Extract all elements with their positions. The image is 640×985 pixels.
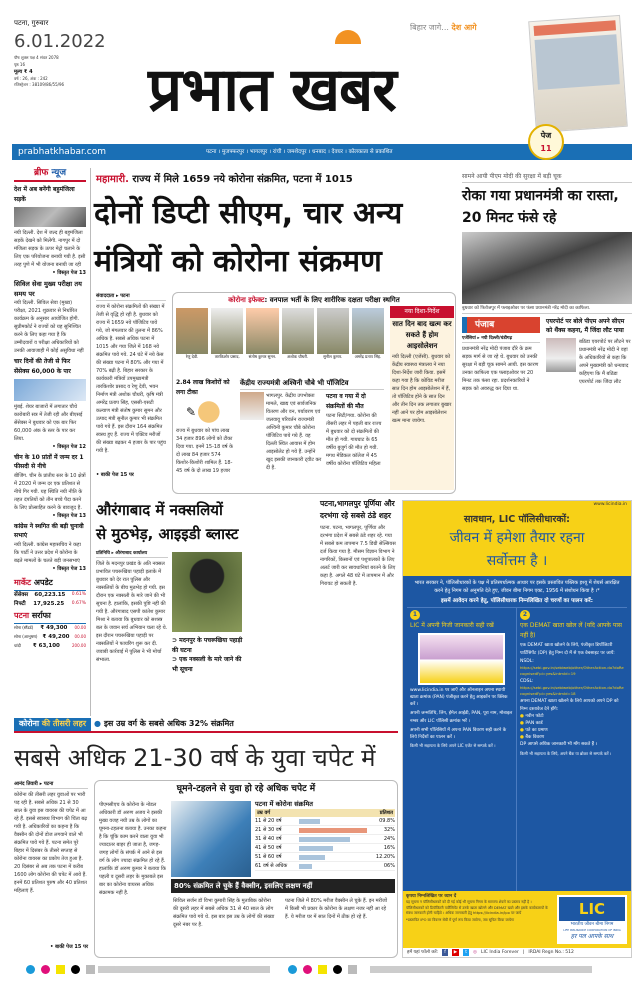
- editions-list: पटना । मुजफ्फरपुर । भागलपुर । रांची । जमशेदपुर । धनबाद । देवघर । कोलकाता से प्रकाशित: [206, 148, 393, 155]
- minister-portrait: [352, 308, 384, 360]
- sarafa-change: 200.00: [72, 642, 86, 648]
- bullet-icon: ●: [520, 728, 526, 734]
- pm-headline[interactable]: रोका गया प्रधानमंत्री का रास्ता, 20 मिनट फंसे रहे: [462, 187, 619, 226]
- bullet-icon: ●: [520, 720, 526, 726]
- step-point: अपनी सभी पॉलिसियों में अपना PAN विवरण सही करने के लिये निर्देशों का पालन करें ।: [410, 727, 507, 740]
- lic-url[interactable]: www.licindia.in: [593, 502, 627, 507]
- guidelines-box: [390, 306, 454, 490]
- deaths-body: पटना सिटी/गया. कोरोना की तीसरी लहर में पहली बार राज्य में बुधवार को दो संक्रमितों की मौत हो गयी. गायघाट के 65 वर्षीय बुजुर्ग की मौत हो गयी. मगध मेडिकल कॉलेज में 45 वर्षीय कोरोना पॉजिटिव महिला: [326, 413, 382, 468]
- black-dot: [71, 965, 80, 974]
- table-rows: [255, 817, 395, 871]
- percent-label: 06%: [383, 863, 395, 870]
- naxal-bullets: [172, 636, 244, 674]
- sarafa-change: 00.00: [74, 634, 86, 640]
- percent-bar: [299, 819, 320, 824]
- portrait-photo: [317, 308, 349, 354]
- table-row: [255, 817, 395, 826]
- notice-title: कृपया निम्नलिखित पर ध्यान दें: [406, 893, 457, 899]
- brief-item[interactable]: [14, 185, 86, 276]
- third-wave-label: [14, 718, 91, 731]
- lic-intro: भारत सरकार ने, पॉलिसीधारकों के पक्ष में प्रतिस्पर्धात्मक आधार पर इसके प्रस्तावित पब्लिक इश्यू में शेयर्स आरक्षित करने हेतु निगम को अनुमति देते हुए, जीवन बीमा निगम एक्ट, 1956 में संशोधन किया है ।*: [414, 580, 620, 595]
- portrait-photo: [352, 308, 384, 354]
- gray-square: [86, 965, 95, 974]
- market-row: [14, 591, 86, 600]
- sarafa-name: सोना (स्टैंडर्ड): [14, 625, 34, 631]
- age-label: 61 वर्ष से अधिक: [255, 863, 288, 870]
- deaths-title: पटना व गया में दो संक्रमितों की मौत: [326, 393, 366, 410]
- city-day: पटना, गुरुवार: [14, 19, 49, 27]
- age-table: [255, 799, 395, 871]
- deaths-story: [326, 392, 384, 472]
- lic-logo-tagline: हर पल आपके साथ: [570, 933, 614, 941]
- docs-list: [520, 713, 624, 742]
- registration-strip: [98, 966, 270, 973]
- lic-logo-hindi: भारतीय जीवन बीमा निगम: [570, 921, 614, 927]
- minister-portrait: [176, 308, 208, 360]
- modi-photo: [546, 338, 576, 372]
- age-label: 21 से 30 वर्ष: [255, 827, 282, 834]
- portrait-photo: [176, 308, 208, 354]
- kicker-text: राज्य में मिले 1659 नये कोरोना संक्रमित, पटना में 1015: [132, 174, 353, 185]
- lead-story: [96, 292, 166, 479]
- percent-label: 32%: [383, 827, 395, 834]
- date: 6.01.2022: [14, 31, 106, 53]
- page-badge[interactable]: [528, 124, 564, 160]
- portrait-photo: [246, 308, 278, 354]
- magenta-dot: [303, 965, 312, 974]
- market-row: [14, 600, 86, 609]
- table-row: [255, 862, 395, 871]
- doc-item: [520, 713, 624, 720]
- choubey-body: भागलपुर. केंद्रीय उपभोक्ता मामले, खाद्य एवं सार्वजनिक वितरण और वन, पर्यावरण एवं जलवायु परिवर्तन राज्यमंत्री अश्विनी कुमार चौबे कोरोना पॉजिटिव पाये गये हैं. वह दिल्ली स्थित आवास में होम आइसोलेट हो गये हैं. उन्होंने खुद इसकी जानकारी ट्वीट कर दी है.: [266, 393, 322, 472]
- irdai-number: IRDAI Regn No.: 512: [528, 949, 574, 955]
- minister-portraits: [173, 308, 387, 360]
- table-row: [255, 835, 395, 844]
- effect-label: कोरोना इफेक्ट: [228, 296, 265, 304]
- doc-item: [520, 734, 624, 741]
- registration-marks-right: [288, 965, 363, 974]
- facebook-icon[interactable]: f: [444, 949, 446, 955]
- market-value: 17,925.25: [33, 600, 65, 607]
- dateline: [14, 18, 106, 89]
- sarafa-value: ₹ 49,200: [42, 633, 70, 640]
- naxal-body: जिले के मदनपुर प्रखंड के अति नक्सल प्रभावित पचरूखिया पहाड़ी इलाके में बुधवार को देर रात पुलिस और नक्सलियों के बीच मुठभेड़ हो गयी. इस दौरान एक नक्सली के मारे जाने की भी सूचना है. हालांकि, इसकी पुष्टि नहीं की गयी है. औरंगाबाद एसपी कांतेश कुमार मिश्रा ने बताया कि बुधवार को सशस्त्र बल के जवान सर्च अभियान चला रहे थे. इस दौरान पचरूखिया पहाड़ी पर नक्सलियों ने फायरिंग शुरू कर दी. जवाबी कार्रवाई में पुलिस ने भी मोर्चा संभाला.: [96, 561, 168, 664]
- story-body: राज्य में कोरोना संक्रमितों की संख्या में तेजी से वृद्धि हो रही है. बुधवार को राज्य में 1659 नये पॉजिटिव पाये गये, जो मंगलवार की तुलना में 86% अधिक है. सबसे अधिक पटना में 1015 और गया जिले में 168 नये संक्रमित पाये गये. 24 घंटे में नये केस की संख्या पटना में 80% और गया में 70% बढ़ी है. बिहार सरकार के कार्यकारी मंत्रियों उपमुख्यमंत्री तारकिशोर प्रसाद व रेणु देवी, भवन निर्माण मंत्री अशोक चौधरी, कृषि मंत्री अमरेंद्र प्रताप सिंह, एससी-एसटी कल्याण मंत्री संतोष कुमार सुमन और उत्पाद मंत्री सुनील कुमार भी संक्रमित पाये गये हैं. इस दौरान 164 संक्रमित स्वस्थ हुए हैं. राज्य में एक्टिव मरीजों की संख्या बढ़कर 4 हजार के पार पहुंच गयी है.: [96, 304, 166, 454]
- gray-square: [348, 965, 357, 974]
- naxal-byline: प्रतिनिधि ▸ औरंगाबाद कार्यालय: [96, 550, 168, 558]
- doc-text: नवीन फोटो: [525, 713, 544, 719]
- tagline-accent: देश आगे: [451, 23, 477, 32]
- age-label: 51 से 60 वर्ष: [255, 854, 282, 861]
- brief-item-more[interactable]: • विस्तृत पेज 12: [52, 443, 86, 450]
- story-body: कोरोना की तीसरी लहर युवाओं पर भारी पड़ रही है. सबसे अधिक 21 से 30 साल के युवा इस वायरस की चपेट में आ रहे हैं. इससे स्वास्थ्य विभाग की चिंता बढ़ गयी है. अधिकारियों का कहना है कि वैक्सीन की दोनों डोज लगवाने वाले भी संक्रमित पाये गये हैं. पटना समेत पूरे बिहार में दिसंबर के तीसरे सप्ताह से कोरोना वायरस का प्रकोप तेज हुआ है. 20 दिसंबर से अब तक पटना में करीब 1600 लोग कोरोना की चपेट में आये हैं. इनमें 60 प्रतिशत पुरुष और 40 प्रतिशत महिलाएं हैं.: [14, 792, 88, 894]
- percent-bar: [299, 855, 325, 860]
- third-wave-headline[interactable]: सबसे अधिक 21-30 वर्ष के युवा चपेट में: [14, 744, 376, 772]
- meta-0: पौष शुक्ल पक्ष 4 संवत 2078: [14, 55, 59, 61]
- youth-box: [94, 780, 398, 958]
- black-dot: [333, 965, 342, 974]
- brief-item-body: मुंबई. शेयर बाजारों में लगातार चौथे कारोबारी सत्र में तेजी रही और बीएसई सेंसेक्स ने बुधवार को एक बार फिर 60,000 अंक के स्तर के पार कर लिया.: [14, 403, 83, 442]
- naxal-headline-2: से मुठभेड़, आइइडी ब्लास्ट: [96, 525, 239, 543]
- guidelines-title: सात दिन बाद खत्म कर सकते हैं होम आइसोलेशन: [392, 319, 452, 350]
- byline: संवाददाता ▸ पटना: [96, 292, 166, 301]
- age-label: 11 से 20 वर्ष: [255, 818, 282, 825]
- lead-kicker: [96, 172, 456, 188]
- table-row: [255, 844, 395, 853]
- vaccine-story: [176, 378, 234, 475]
- twitter-icon[interactable]: t: [465, 949, 468, 955]
- pm-kicker: सामने आयी पीएम मोदी की सुरक्षा में बड़ी चूक: [462, 172, 632, 183]
- market-change: 0.61%: [71, 591, 86, 597]
- market-value: 60,223.15: [34, 591, 66, 598]
- brief-item-title: कांग्रेस ने स्थगित की बड़ी चुनावी सभाएं: [14, 522, 84, 540]
- doc-item: [520, 720, 624, 727]
- notice-footnote: *प्रस्तावित IPO का विवरण सेबी में पूर्ण रूप किया जायेगा, जब सूचित किया जायेगा: [406, 918, 515, 922]
- third-wave-strap: [14, 718, 398, 733]
- photo-caption: बुधवार को फिरोजपुर में फ्लाइओवर पर फंसा प्रधानमंत्री नरेंद्र मोदी का काफिला.: [462, 304, 632, 314]
- market-title-b: अपडेट: [33, 577, 53, 587]
- cyan-dot: [288, 965, 297, 974]
- pm-byline: एजेंसियां ▸ नयी दिल्ली/चंडीगढ़: [462, 335, 540, 343]
- nsdl-label: NSDL:: [520, 658, 534, 664]
- step-help: किसी भी सहायता के लिये अपने LIC एजेंट से सम्पर्क करें ।: [410, 743, 496, 749]
- caption-body-2: पटना जिले में 80% मरीज वैक्सीन ले चुके हैं. इन मरीजों में किसी भी प्रकार के कोरोना के लक्षण नजर नहीं आ रहे हैं. ये मरीज घर में सात दिनों में ठीक हो रहे हैं.: [285, 898, 388, 920]
- cold-story: [320, 498, 396, 668]
- sarafa-title: [14, 610, 86, 624]
- brief-item-title: देश में अब बनेंगी बहुमंजिला सड़कें: [14, 186, 75, 203]
- lic-logo: [557, 895, 627, 944]
- lic-warning: सावधान, LIC पॉलिसीधारकों:: [464, 514, 570, 526]
- step-title: एक DEMAT खाता खोल लें (यदि आपके पास नहीं है): [520, 622, 622, 639]
- market-title-a: मार्केट: [14, 577, 32, 587]
- brief-item-title: चीन के 10 प्रांतों में जन्म दर 1 फीसदी से नीचे: [14, 453, 84, 471]
- headline-line-1: दोनों डिप्टी सीएम, चार अन्य: [94, 196, 403, 231]
- minister-portrait: [246, 308, 278, 360]
- brief-item-title: सिविल सेवा मुख्य परीक्षा तय समय पर: [14, 279, 82, 298]
- step-help: किसी भी सहायता के लिये, अपने बैंक या ब्रोकर से सम्पर्क करें ।: [520, 750, 612, 756]
- tagline-text: बिहार जागे...: [410, 23, 449, 32]
- bullet-text: एक नक्सली के मारे जाने की भी सूचना: [172, 656, 242, 673]
- kicker-label: महामारी.: [96, 174, 129, 185]
- portrait-name: अमरेंद्र प्रताप सिंह.: [354, 354, 382, 360]
- doc-item: [520, 727, 624, 734]
- market-name: निफ्टी: [14, 600, 26, 607]
- meta-1: पृष्ठ 16: [14, 61, 25, 67]
- dp-more: DP आपसे अधिक जानकारी भी माँग सकते हैं ।: [520, 742, 598, 748]
- brief-item[interactable]: [14, 357, 86, 450]
- sarafa-value: ₹ 49,300: [40, 625, 68, 632]
- column-divider: [90, 168, 91, 716]
- lic-slogan-2: सर्वोत्तम है ।: [486, 553, 548, 570]
- label-a: कोरोना: [19, 719, 40, 728]
- portrait-photo: [282, 308, 314, 354]
- sarafa-row: [14, 642, 86, 651]
- lic-slogan-1: जीवन में हमेशा तैयार रहना: [449, 530, 585, 547]
- step-point: www.licindia.in पर जाएँ और ऑनलाइन अपना स्थायी खाता क्रमांक (PAN) पंजीकृत करने हेतु आइकॉन पर क्लिक करें ।: [410, 687, 508, 708]
- sarafa-name: चांदी: [14, 642, 21, 648]
- vaccine-title: 2.84 लाख किशोरों को लगा टीका: [176, 379, 230, 396]
- bullet-item: ⊃ एक नक्सली के मारे जाने की भी सूचना: [172, 656, 242, 673]
- brief-item-body: नयी दिल्ली. सिविल सेवा (मुख्य) परीक्षा, 2021 शुक्रवार से निर्धारित कार्यक्रम के अनुसार आयोजित होगी. सुप्रीमकोर्ट ने राज्यों को यह सुनिश्चित करने के लिए कहा गया है कि उम्मीदवारों व परीक्षा अधिकारियों को उनकी आवाजाही में कोई असुविधा नहीं: [14, 300, 84, 355]
- percent-bar: [299, 846, 333, 851]
- cyan-dot: [26, 965, 35, 974]
- choubey-story: [240, 378, 384, 472]
- pm-body: प्रधानमंत्री नरेंद्र मोदी पंजाब दौरे के क्रम सड़क मार्ग से जा रहे थे. बुधवार को उनकी सुरक्षा में बड़ी चूक सामने आयी. इस कारण उनका काफिला एक फ्लाइओवर पर 20 मिनट तक फंसा रहा. प्रदर्शनकारियों ने सड़क को अवरुद्ध कर दिया था.: [462, 346, 539, 393]
- brief-title-a: ब्रीफ: [33, 168, 49, 178]
- continued-link[interactable]: • बाकी पेज 15 पर: [96, 472, 134, 478]
- sarafa-row: [14, 633, 86, 642]
- brief-item-body: नयी दिल्ली. कांग्रेस महासचिव ने कहा कि पार्टी ने उत्तर प्रदेश में कोरोना के बढ़ते मामलों के चलते बड़ी जनसभाएं: [14, 541, 81, 564]
- step-title: LIC में अपनी निजी जानकारी सही रखें: [410, 622, 494, 630]
- bullet-icon: ●: [520, 735, 526, 741]
- lic-website-screenshot: [418, 633, 505, 685]
- social-handle: LIC India Forever: [480, 949, 519, 955]
- convoy-photo: [462, 232, 632, 304]
- brief-item-more[interactable]: • विस्तृत पेज 13: [52, 512, 86, 519]
- market-name: सेंसेक्स: [14, 591, 29, 598]
- bullet-icon: ●: [520, 713, 526, 719]
- docs-intro: अपना DEMAT खाता खोलने के लिये आपको अपने DP को निम्न दस्तावेज देने होंगे:: [520, 699, 619, 712]
- bullet-icon: ●: [94, 719, 101, 728]
- brief-item-photo: [14, 207, 86, 227]
- step-point: अपनी जन्मतिथि, लिंग, ईमेल आईडी, PAN, पूरा नाम, मोबाइल नम्बर और LIC पॉलिसी क्रमांक भरें ।: [410, 711, 513, 724]
- label-b: की तीसरी लहर: [41, 719, 86, 728]
- percent-bar: [299, 837, 350, 842]
- continued-link[interactable]: • बाकी पेज 15 पर: [50, 944, 88, 950]
- pm-side-title: एयरपोर्ट पर बोले पीएम अपने सीएम को थैंक्स कहना, मैं जिंदा लौट पाया: [546, 317, 625, 335]
- cdsl-label: CDSL:: [520, 679, 534, 685]
- percent-bar: [299, 864, 312, 869]
- cold-body: पटना. पटना, भागलपुर, पूर्णिया और दरभंगा प्रदेश में सबसे ठंडे शहर रहे. गया में सबसे कम तापमान 7.5 डिग्री सेल्सियस दर्ज किया गया है. मौसम विज्ञान विभाग ने नागरिकों, किसानों एवं पशुपालकों के लिए अलर्ट जारी कर सावधानियां बरतने के लिए कहा है. अगले 48 घंटे में तापमान में और गिरावट हो सकती है.: [320, 525, 396, 587]
- step-number: 1: [410, 610, 420, 620]
- age-label: 31 से 40 वर्ष: [255, 836, 282, 843]
- sarafa-change: 00.00: [74, 625, 86, 631]
- page-badge-number: 11: [540, 144, 552, 153]
- bullet-item: ⊃ मदनपुर के पचरूखिया पहाड़ी की घटना: [172, 637, 243, 654]
- sarafa-row: [14, 624, 86, 633]
- nsdl-link[interactable]: https://sebi.gov.in/sebiweb/other/OtherAction.do?doRecognisedFpi=yes&intmId=19: [520, 664, 624, 676]
- percent-label: 12.20%: [375, 854, 395, 861]
- section-label-punjab: पंजाब: [462, 317, 540, 333]
- masthead-logo: प्रभात खबर: [148, 55, 396, 125]
- brief-item-body: बीजिंग. चीन के प्रांतीय स्तर के 10 क्षेत्रों में 2020 में जन्म दर एक प्रतिशत से नीचे गिर गयी. यह स्थिति नयी नीति के तहत दंपतियों को तीन बच्चे पैदा करने के लिए प्रोत्साहित करने के बावजूद है.: [14, 472, 86, 511]
- youth-box-body: पीएमसीएच के कोरोना के नोडल अधिकारी डॉ अरुण अजय ने इसकी मुख्य वजह नयी उम्र के लोगों का घूमना-टहलना बताया है. उनका कहना है कि चूंकि काम करने वाला युवा भी ज्यादातर बाहर ही जाता है, जगह-जगह लोगों के संपर्क में आने से इस वर्ग के लोग ज्यादा संक्रमित हो रहे हैं. हालांकि डॉ अरुण कुमार ने बताया कि पहली व दूसरी लहर के मुकाबले इस बार का कोरोना वायरस अधिक संक्रामक नहीं है.: [99, 802, 167, 896]
- portrait-name: रेणु देवी.: [185, 354, 199, 360]
- step-number: 2: [520, 610, 530, 620]
- brief-item-more[interactable]: • विस्तृत पेज 13: [52, 565, 86, 572]
- doc-text: बैंक विवरण: [525, 735, 545, 741]
- headline-line-2: मंत्रियों को कोरोना संक्रमण: [94, 244, 382, 279]
- social-prefix: हमें यहां फॉलो करें:: [407, 949, 439, 955]
- step-intro: एक DEMAT खाता खोलने के लिये, पंजीकृत डिपॉजिटरी पार्टिसिपेंट (DP) हेतु निम्न दो में से एक वेबसाइट पर जायें:: [520, 643, 615, 656]
- sarafa-title-a: पटना: [14, 611, 30, 621]
- lic-logo-english: LIFE INSURANCE CORPORATION OF INDIA: [563, 927, 621, 932]
- lic-logo-text: LIC: [559, 897, 625, 921]
- lic-steps-title: इसमें आवेदन करने हेतु, पॉलिसीधारक निम्नलिखित दो चरणों का पालन करें:: [440, 598, 594, 605]
- table-header: [255, 809, 395, 817]
- youtube-icon[interactable]: ▶: [453, 949, 458, 955]
- photo-caption-banner: 80% संक्रमित ले चुके हैं वैक्सीन, इसलिए लक्षण नहीं: [171, 879, 395, 893]
- minister-portrait: [317, 308, 349, 360]
- choubey-title: केंद्रीय राज्यमंत्री अश्विनी चौबे भी पॉजिटिव: [240, 378, 384, 390]
- choubey-photo: [240, 392, 264, 420]
- meta-4: रजिस्ट्रेशन : 38109/86/55/96: [14, 82, 65, 88]
- col-age: उम्र वर्ग: [257, 810, 271, 817]
- tagline: [410, 22, 477, 35]
- pm-side-body: बठिंडा एयरपोर्ट पर लौटने पर प्रधानमंत्री नरेंद्र मोदी ने वहां के अधिकारियों से कहा कि अपने मुख्यमंत्री को धन्यवाद कहिएगा कि मैं बठिंडा एयरपोर्ट तक जिंदा लौट: [579, 338, 631, 385]
- naxal-photo: [172, 552, 242, 632]
- portrait-name: तारकिशोर प्रसाद.: [214, 354, 240, 360]
- brief-item-more[interactable]: • विस्तृत पेज 13: [52, 269, 86, 276]
- naxal-headline-1: औरंगाबाद में नक्सलियों: [96, 501, 223, 519]
- brief-item[interactable]: [14, 453, 86, 520]
- minister-portrait: [211, 308, 243, 360]
- brief-item[interactable]: [14, 522, 86, 573]
- sarafa-title-b: सर्राफा: [31, 611, 51, 621]
- lic-advertisement[interactable]: [402, 500, 632, 958]
- col-pct: प्रतिशत: [379, 810, 393, 817]
- cold-headline[interactable]: पटना,भागलपुर पूर्णिया और दरभंगा रहे सबसे ठंडे शहर: [320, 499, 395, 520]
- page-badge-label: पेज: [540, 131, 552, 140]
- brief-item-body: नयी दिल्ली. देश में जल्द ही बहुमंजिला सड़कें देखने को मिलेंगी. नागपुर में दो मंजिला सड़क के ऊपर मेट्रो चलाने के लिए एक परियोजना बनायी गयी है. इसी तरह पुणे में भी योजना बनायी जा रही: [14, 229, 86, 268]
- cdsl-link[interactable]: https://sebi.gov.in/sebiweb/other/OtherAction.do?doRecognisedFpi=yes&intmId=18: [520, 685, 624, 697]
- site-url-link[interactable]: prabhatkhabar.com: [18, 146, 107, 157]
- divider: |: [522, 949, 525, 955]
- brief-item[interactable]: [14, 279, 86, 356]
- pm-story: [462, 172, 632, 393]
- table-title: पटना में कोरोना संक्रमित: [255, 800, 313, 808]
- inside-page-thumbnail[interactable]: [528, 15, 628, 133]
- portrait-name: सुनील कुमार.: [323, 354, 343, 360]
- meta-3: वर्ष : 26, अंक : 242: [14, 75, 48, 81]
- portrait-photo: [211, 308, 243, 354]
- minister-portrait: [282, 308, 314, 360]
- age-label: 41 से 50 वर्ष: [255, 845, 282, 852]
- registration-strip: [370, 966, 592, 973]
- brief-news-column: [14, 166, 86, 651]
- byline: आनंद तिवारी ▸ पटना: [14, 780, 88, 789]
- sarafa-name: सोना (आभूषण): [14, 634, 38, 640]
- market-change: 0.67%: [71, 600, 86, 606]
- vaccine-body: राज्य में बुधवार को पांच लाख 34 हजार 896 लोगों को टीका दिया गया. इनमें 15-18 वर्ष के दो लाख 84 हजार 574 किशोर-किशोरी शामिल हैं. 18-45 वर्ष के दो लाख 19 हजार: [176, 428, 233, 475]
- sensex-photo: [14, 379, 86, 401]
- portrait-name: अशोक चौधरी.: [287, 354, 309, 360]
- youth-box-title: घूमने-टहलने से युवा हो रहे अधिक चपेट में: [176, 784, 316, 794]
- table-row: [255, 826, 395, 835]
- guidelines-label: नया दिशा-निर्देश: [390, 306, 454, 318]
- percent-bar: [299, 828, 367, 833]
- swab-photo: [171, 801, 251, 877]
- magenta-dot: [41, 965, 50, 974]
- doc-text: पते का प्रमाण: [525, 728, 548, 734]
- effect-text: : वनपाल भर्ती के लिए शारीरिक दक्षता परीक्षा स्थगित: [264, 296, 400, 304]
- yellow-square: [318, 965, 327, 974]
- instagram-icon[interactable]: ◎: [473, 949, 477, 955]
- bullet-text: मदनपुर के पचरूखिया पहाड़ी की घटना: [172, 637, 243, 654]
- sarafa-value: ₹ 63,100: [32, 642, 60, 649]
- notice-body: यह सूचना न पॉलिसीधारकों को दी गई कोई भी सूचना निगम के सामान्य शेयरों का प्रस्ताव नहीं है । पॉलिसीधारकों को डिपॉजिटरी पार्टिसिपेंट से उनके खाता खोलने और DEMAT खाते और इसके कार्यकलापों के संबंध जानकारी होनी चाहिये । अधिक जानकारी हेतु https://licindia.in/ipo पर जायें: [406, 899, 548, 916]
- third-wave-strap-text: इस उम्र वर्ग के सबसे अधिक 32% संक्रमित: [103, 719, 234, 728]
- portrait-name: संतोष कुमार सुमन.: [248, 354, 277, 360]
- doc-text: PAN कार्ड: [525, 720, 543, 726]
- percent-label: 16%: [383, 845, 395, 852]
- guidelines-body: नयी दिल्ली (एजेंसी). बुधवार को केंद्रीय स्वास्थ्य मंत्रालय ने नया दिशा-निर्देश जारी किया. इसमें कहा गया है कि कोविड मरीज सात दिन होम आइसोलेशन में हैं, तो पॉजिटिव होने के सात दिन और तीन दिन तक लगातार बुखार नहीं आने पर होम आइसोलेशन खत्म माना जायेगा.: [392, 354, 452, 425]
- percent-label: 09.8%: [379, 818, 395, 825]
- brief-item-title: चार दिनों की तेजी से फिर सेंसेक्स 60,000 के पार: [14, 358, 71, 375]
- naxal-story: [96, 550, 168, 696]
- percent-label: 24%: [383, 836, 395, 843]
- lic-step-2: [517, 608, 627, 890]
- brief-title: [14, 166, 86, 182]
- brief-title-b: न्यूज: [51, 168, 67, 178]
- yellow-square: [56, 965, 65, 974]
- naxal-headline[interactable]: [96, 498, 316, 546]
- syringe-icon: ✎: [186, 399, 224, 425]
- registration-marks-left: [26, 965, 101, 974]
- social-bar: [403, 948, 631, 957]
- third-wave-story: [14, 780, 88, 951]
- lead-headline[interactable]: [94, 190, 456, 286]
- market-title: [14, 577, 86, 591]
- lic-step-1: [407, 608, 517, 890]
- caption-body-1: सिविल सर्जन डॉ विभा कुमारी सिंह के मुताबिक कोरोना की दूसरी लहर में सबसे अधिक 31 से 40 साल के लोग संक्रमित पाये गये थे. इस बार इस उम्र के लोगों की संख्या दूसरे नंबर पर है.: [173, 898, 275, 928]
- meta-2: मूल्य ₹ 4: [14, 68, 33, 75]
- table-row: [255, 853, 395, 862]
- market-update: [14, 577, 86, 651]
